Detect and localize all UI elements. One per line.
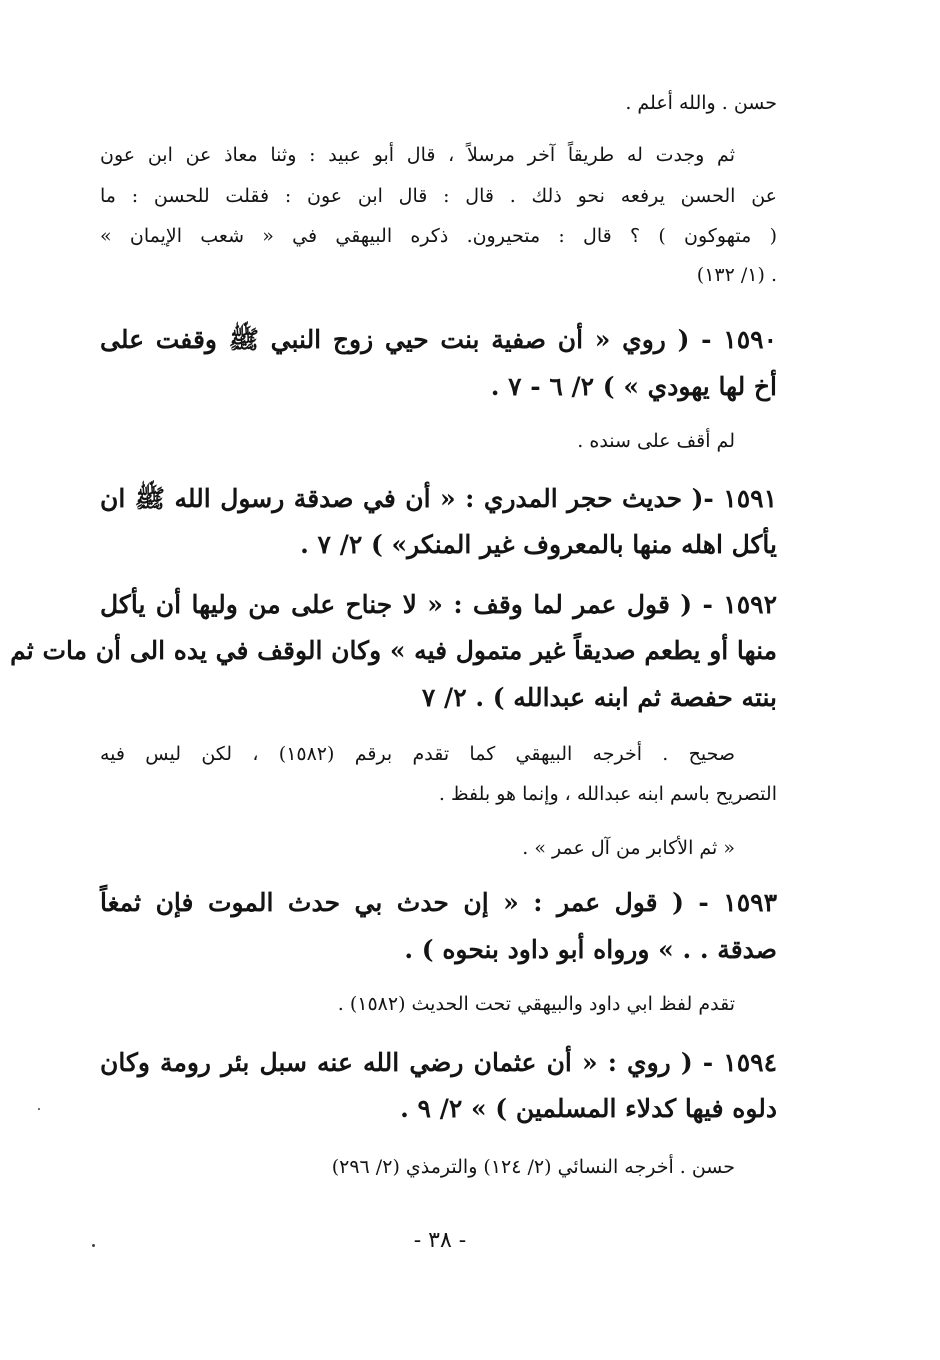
text-line: حسن . والله أعلم . (625, 92, 777, 114)
text-line: « ثم الأكابر من آل عمر » . (522, 837, 735, 859)
hadith-entry-line: بنته حفصة ثم ابنه عبدالله ) . ٢/ ٧ (421, 683, 777, 712)
text-line: صحيح . أخرجه البيهقي كما تقدم برقم (١٥٨٢) ، لكن ليس فيه (100, 743, 735, 765)
text-line: لم أقف على سنده . (577, 430, 735, 452)
hadith-entry-line: أخ لها يهودي » ) ٢/ ٦ - ٧ . (490, 372, 777, 401)
hadith-entry-line: ١٥٩٠ - ( روي « أن صفية بنت حيي زوج النبي ﷺ وقفت على (100, 325, 777, 354)
hadith-entry-line: دلوه فيها كدلاء المسلمين ) » ٢/ ٩ . (400, 1094, 777, 1123)
hadith-entry-line: ١٥٩١ -( حديث حجر المدري : « أن في صدقة رسول الله ﷺ ان (100, 484, 777, 513)
hadith-entry-line: ١٥٩٤ - ( روي : « أن عثمان رضي الله عنه سبل بئر رومة وكان (100, 1048, 777, 1077)
scan-speck (38, 1108, 40, 1110)
hadith-entry-line: ١٥٩٢ - ( قول عمر لما وقف : « لا جناح على من وليها أن يأكل (100, 590, 777, 619)
text-line: (١/ ١٣٢) . (696, 264, 777, 286)
text-line: ثم وجدت له طريقاً آخر مرسلاً ، قال أبو عبيد : وثنا معاذ عن ابن عون (100, 144, 735, 166)
hadith-entry-line: منها أو يطعم صديقاً غير متمول فيه » وكان الوقف في يده الى أن مات ثم (10, 636, 777, 665)
text-line: حسن . أخرجه النسائي (٢/ ١٢٤) والترمذي (٢/ ٢٩٦) (331, 1156, 735, 1178)
hadith-entry-line: صدقة . . » ورواه أبو داود بنحوه ) . (404, 935, 777, 964)
hadith-entry-line: يأكل اهله منها بالمعروف غير المنكر» ) ٢/ ٧ . (300, 530, 777, 559)
scan-speck (92, 1244, 95, 1247)
text-line: ( متهوكون ) ؟ قال : متحيرون. ذكره البيهقي في « شعب الإيمان » (100, 225, 777, 247)
text-line: التصريح باسم ابنه عبدالله ، وإنما هو بلفظ . (438, 783, 777, 805)
page-number: - ٣٨ - (413, 1228, 467, 1253)
text-line: عن الحسن يرفعه نحو ذلك . قال : قال ابن عون : فقلت للحسن : ما (100, 185, 777, 207)
text-line: تقدم لفظ ابي داود والبيهقي تحت الحديث (١٥٨٢) . (337, 993, 735, 1015)
hadith-entry-line: ١٥٩٣ - ( قول عمر : « إن حدث بي حدث الموت فإن ثمغاً (100, 888, 777, 917)
